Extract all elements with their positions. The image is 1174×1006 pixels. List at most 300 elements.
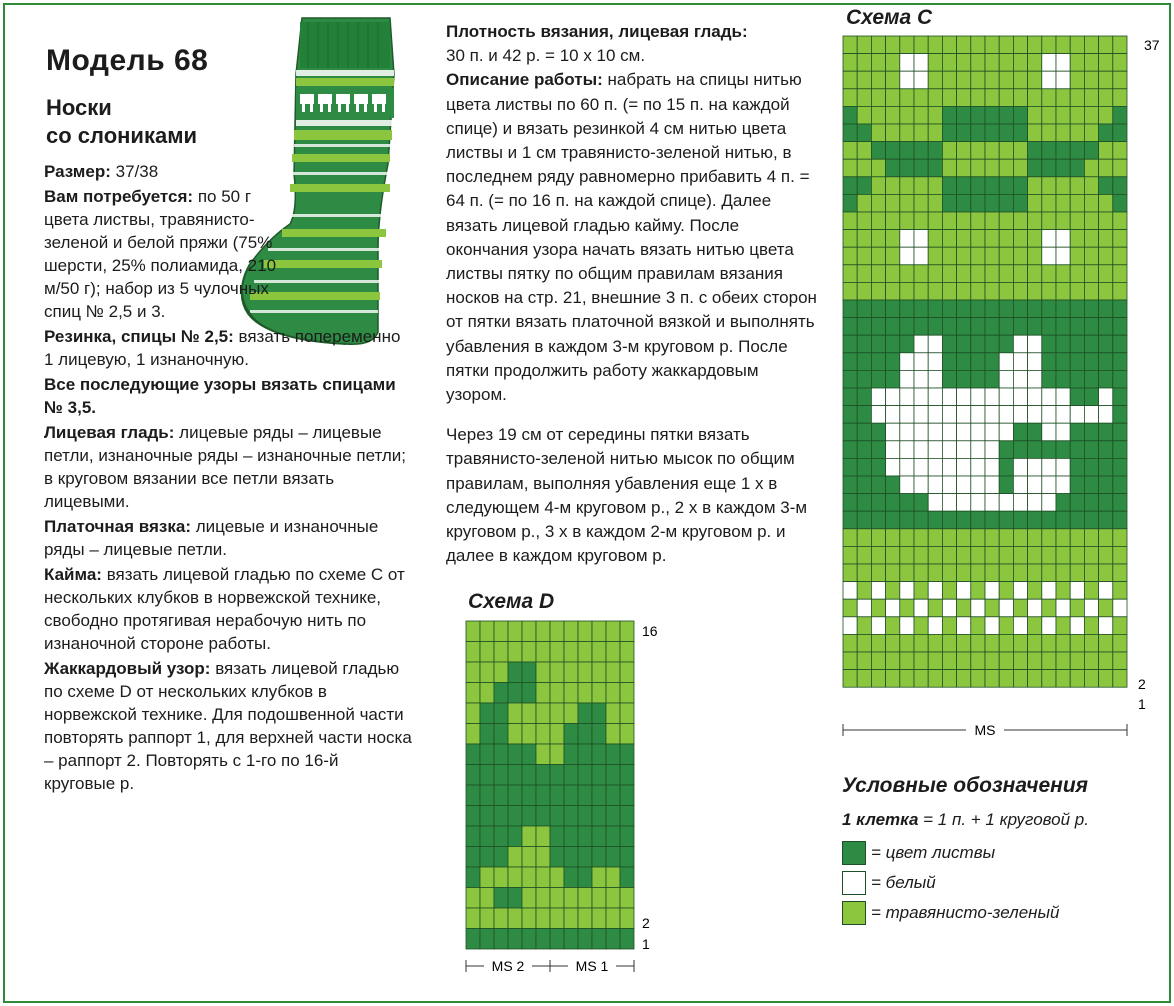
schema-d-cell <box>536 888 550 909</box>
schema-c-cell <box>999 353 1013 371</box>
legend-cell-label: 1 клетка <box>842 810 919 829</box>
schema-c-cell <box>985 335 999 353</box>
schema-c-cell <box>857 564 871 582</box>
schema-c-cell <box>914 247 928 265</box>
schema-d-cell <box>522 908 536 929</box>
schema-c-cell <box>900 230 914 248</box>
schema-d-cell <box>466 806 480 827</box>
schema-c-cell <box>914 54 928 72</box>
schema-c-cell <box>871 124 885 142</box>
schema-c-cell <box>843 194 857 212</box>
schema-d-cell <box>564 744 578 765</box>
schema-c-cell <box>1113 423 1127 441</box>
schema-c-cell <box>900 54 914 72</box>
schema-c-cell <box>1013 652 1027 670</box>
schema-c-cell <box>1070 458 1084 476</box>
schema-c-cell <box>928 159 942 177</box>
schema-c-cell <box>1056 212 1070 230</box>
schema-c-cell <box>1042 159 1056 177</box>
schema-c-cell <box>871 300 885 318</box>
schema-c-cell <box>942 54 956 72</box>
schema-d-cell <box>480 847 494 868</box>
schema-c-cell <box>957 106 971 124</box>
schema-c-cell <box>957 441 971 459</box>
schema-c-cell <box>999 582 1013 600</box>
schema-c-cell <box>914 159 928 177</box>
schema-c-cell <box>900 177 914 195</box>
schema-c-cell <box>942 582 956 600</box>
schema-c-row-2: 2 <box>1138 676 1146 692</box>
schema-d-cell <box>578 929 592 950</box>
subtitle-line-2: со слониками <box>46 123 198 148</box>
schema-d-cell <box>466 683 480 704</box>
schema-c-cell <box>1084 247 1098 265</box>
schema-c-cell <box>985 388 999 406</box>
schema-c-cell <box>1042 652 1056 670</box>
schema-c-cell <box>871 634 885 652</box>
schema-c-cell <box>957 124 971 142</box>
schema-c-cell <box>1113 230 1127 248</box>
schema-c-cell <box>985 212 999 230</box>
schema-c-cell <box>1056 318 1070 336</box>
schema-c-cell <box>886 423 900 441</box>
schema-d-cell <box>592 765 606 786</box>
schema-c-cell <box>1042 124 1056 142</box>
legend-dark-label: = цвет листвы <box>871 843 996 862</box>
schema-c-cell <box>886 634 900 652</box>
schema-d-cell <box>480 867 494 888</box>
schema-d-cell <box>494 642 508 663</box>
schema-d-cell <box>606 847 620 868</box>
border-text: вязать лицевой гладью по схеме С от нескольких клубков в норвежской технике, свободно протягивая нерабочую нить по изнаночной стороне работы. <box>44 565 405 653</box>
schema-d-cell <box>466 847 480 868</box>
schema-d-cell <box>606 724 620 745</box>
schema-c-cell <box>985 36 999 54</box>
schema-c-cell <box>1099 441 1113 459</box>
schema-c-cell <box>1056 124 1070 142</box>
schema-c-cell <box>957 617 971 635</box>
schema-c-cell <box>1028 370 1042 388</box>
schema-c-cell <box>1113 282 1127 300</box>
rib-paragraph <box>44 325 412 371</box>
schema-d-cell <box>494 806 508 827</box>
schema-d-cell <box>522 662 536 683</box>
schema-c-cell <box>1113 159 1127 177</box>
schema-d-cell <box>536 744 550 765</box>
schema-c-cell <box>1028 318 1042 336</box>
schema-c-cell <box>1113 71 1127 89</box>
schema-d-cell <box>536 765 550 786</box>
schema-c-cell <box>1113 582 1127 600</box>
schema-c-cell <box>843 476 857 494</box>
schema-c-cell <box>1056 159 1070 177</box>
schema-c-cell <box>857 634 871 652</box>
schema-c-cell <box>1084 353 1098 371</box>
schema-c-cell <box>1113 617 1127 635</box>
schema-c-cell <box>914 670 928 688</box>
schema-d-cell <box>522 621 536 642</box>
schema-d-cell <box>606 642 620 663</box>
schema-c-cell <box>1056 406 1070 424</box>
schema-c-cell <box>985 529 999 547</box>
schema-c-cell <box>843 142 857 160</box>
schema-c-cell <box>1013 617 1027 635</box>
schema-c-cell <box>999 265 1013 283</box>
schema-c-cell <box>1013 476 1027 494</box>
description-paragraph <box>446 68 818 407</box>
schema-c-cell <box>1042 406 1056 424</box>
schema-c-cell <box>942 177 956 195</box>
schema-c-cell <box>942 494 956 512</box>
schema-c-cell <box>1056 230 1070 248</box>
schema-d-cell <box>592 908 606 929</box>
schema-c-cell <box>971 511 985 529</box>
schema-c-cell <box>942 476 956 494</box>
schema-c-cell <box>886 36 900 54</box>
schema-c-cell <box>942 423 956 441</box>
schema-c-cell <box>857 458 871 476</box>
schema-c-cell <box>1113 388 1127 406</box>
schema-c-cell <box>1099 511 1113 529</box>
schema-d-cell <box>620 621 634 642</box>
schema-c-cell <box>1099 89 1113 107</box>
schema-c-cell <box>886 476 900 494</box>
schema-c-cell <box>900 265 914 283</box>
schema-d-cell <box>578 724 592 745</box>
schema-d-cell <box>592 642 606 663</box>
schema-c-cell <box>1028 511 1042 529</box>
schema-c-cell <box>928 54 942 72</box>
schema-c-cell <box>971 617 985 635</box>
schema-c-cell <box>900 335 914 353</box>
schema-c-cell <box>1113 652 1127 670</box>
gauge-text: 30 п. и 42 р. = 10 х 10 см. <box>446 46 646 66</box>
schema-c-cell <box>971 36 985 54</box>
schema-d-cell <box>550 744 564 765</box>
schema-c-cell <box>914 71 928 89</box>
schema-c-cell <box>1084 494 1098 512</box>
schema-c-grid <box>843 36 1127 687</box>
schema-d-cell <box>620 888 634 909</box>
schema-c-cell <box>886 282 900 300</box>
schema-c-cell <box>957 230 971 248</box>
schema-c-cell <box>843 546 857 564</box>
schema-c-cell <box>1070 300 1084 318</box>
schema-c-cell <box>900 142 914 160</box>
schema-c-cell <box>871 652 885 670</box>
schema-d-cell <box>592 847 606 868</box>
schema-d-cell <box>550 621 564 642</box>
schema-c-cell <box>1070 230 1084 248</box>
schema-c-cell <box>985 476 999 494</box>
garter-text: лицевые и изнаночные ряды – лицевые петли. <box>44 517 379 559</box>
schema-c-cell <box>843 247 857 265</box>
schema-c-cell <box>900 282 914 300</box>
schema-c-cell <box>1070 670 1084 688</box>
schema-c-cell <box>971 230 985 248</box>
schema-c-cell <box>999 318 1013 336</box>
schema-c-cell <box>999 476 1013 494</box>
schema-c-cell <box>843 124 857 142</box>
schema-c-cell <box>1042 318 1056 336</box>
schema-c-cell <box>857 406 871 424</box>
gauge-paragraph <box>446 20 818 68</box>
schema-c-cell <box>857 230 871 248</box>
schema-c-cell <box>1113 546 1127 564</box>
schema-d-cell <box>578 806 592 827</box>
schema-c-cell <box>957 476 971 494</box>
schema-c-cell <box>999 458 1013 476</box>
stockinette-paragraph <box>44 421 412 513</box>
schema-c-cell <box>1113 406 1127 424</box>
schema-c-cell <box>1113 300 1127 318</box>
schema-c-cell <box>942 634 956 652</box>
schema-c-cell <box>957 318 971 336</box>
schema-c-cell <box>857 353 871 371</box>
schema-c-cell <box>1056 89 1070 107</box>
schema-c-cell <box>843 599 857 617</box>
schema-c-cell <box>928 106 942 124</box>
legend-cell-row <box>842 810 1089 830</box>
schema-c-cell <box>999 634 1013 652</box>
schema-c-cell <box>1084 300 1098 318</box>
schema-c-cell <box>914 265 928 283</box>
schema-c-cell <box>1013 300 1027 318</box>
schema-d-cell <box>466 744 480 765</box>
schema-c-cell <box>1099 423 1113 441</box>
schema-d-cell <box>606 662 620 683</box>
schema-c-cell <box>1028 71 1042 89</box>
schema-c-cell <box>985 89 999 107</box>
schema-c-cell <box>1084 282 1098 300</box>
schema-c-cell <box>971 388 985 406</box>
schema-c-cell <box>843 617 857 635</box>
schema-c-cell <box>871 564 885 582</box>
schema-c-cell <box>886 54 900 72</box>
schema-c-cell <box>886 230 900 248</box>
schema-d-row-1: 1 <box>642 936 650 952</box>
schema-c-cell <box>1099 177 1113 195</box>
schema-c-cell <box>1042 106 1056 124</box>
schema-c-cell <box>871 476 885 494</box>
schema-c-cell <box>1042 388 1056 406</box>
schema-c-cell <box>1028 265 1042 283</box>
schema-c-cell <box>857 582 871 600</box>
schema-c-cell <box>857 388 871 406</box>
schema-c-cell <box>1056 582 1070 600</box>
schema-c-cell <box>928 89 942 107</box>
schema-c-cell <box>871 458 885 476</box>
schema-c-cell <box>942 124 956 142</box>
schema-c-cell <box>1070 89 1084 107</box>
schema-c-cell <box>957 370 971 388</box>
schema-c-cell <box>1042 546 1056 564</box>
materials-text: по 50 г цвета листвы, травянисто-зеленой и белой пряжи (75% шерсти, 25% полиамида, 210 м/50 г); набор из 5 чулочных спиц № 2,5 и 3. <box>44 187 277 321</box>
schema-c-cell <box>928 318 942 336</box>
schema-d-cell <box>508 929 522 950</box>
legend-white-row <box>842 871 936 895</box>
schema-c-cell <box>957 300 971 318</box>
schema-c-cell <box>957 282 971 300</box>
schema-c-cell <box>1042 494 1056 512</box>
schema-c-cell <box>1084 370 1098 388</box>
schema-c-cell <box>1028 106 1042 124</box>
schema-c-cell <box>985 124 999 142</box>
schema-c-ms-label: MS <box>974 722 996 738</box>
schema-c-cell <box>1042 617 1056 635</box>
schema-c-cell <box>928 494 942 512</box>
schema-c-cell <box>1056 494 1070 512</box>
schema-c-cell <box>886 582 900 600</box>
schema-c-cell <box>999 370 1013 388</box>
schema-c-cell <box>914 652 928 670</box>
schema-c-cell <box>886 529 900 547</box>
schema-d-title: Схема D <box>468 590 555 613</box>
schema-c-cell <box>957 194 971 212</box>
schema-c-cell <box>871 353 885 371</box>
schema-d-grid <box>466 621 634 949</box>
schema-c-cell <box>886 494 900 512</box>
schema-d-cell <box>480 765 494 786</box>
schema-d-cell <box>494 683 508 704</box>
schema-c-cell <box>942 212 956 230</box>
schema-c-cell <box>1013 54 1027 72</box>
schema-c-cell <box>1070 36 1084 54</box>
schema-c-cell <box>871 388 885 406</box>
schema-c-cell <box>957 634 971 652</box>
schema-c-cell <box>1028 177 1042 195</box>
schema-d-cell <box>592 703 606 724</box>
schema-c-cell <box>1070 212 1084 230</box>
schema-c-cell <box>1042 71 1056 89</box>
schema-d-cell <box>578 621 592 642</box>
schema-c-cell <box>928 142 942 160</box>
schema-c-cell <box>1099 406 1113 424</box>
schema-c-cell <box>985 71 999 89</box>
schema-c-cell <box>928 670 942 688</box>
schema-c-cell <box>914 582 928 600</box>
schema-c-cell <box>1042 335 1056 353</box>
schema-c-cell <box>985 230 999 248</box>
stockinette-label: Лицевая гладь: <box>44 423 175 442</box>
schema-c-cell <box>1070 546 1084 564</box>
schema-c-cell <box>985 353 999 371</box>
schema-c-cell <box>1084 546 1098 564</box>
schema-c-cell <box>1099 370 1113 388</box>
schema-c-cell <box>1028 634 1042 652</box>
schema-d-cell <box>522 867 536 888</box>
schema-c-cell <box>871 194 885 212</box>
schema-c-cell <box>985 546 999 564</box>
schema-c-cell <box>1056 247 1070 265</box>
schema-c-cell <box>1042 54 1056 72</box>
schema-c-cell <box>1028 617 1042 635</box>
model-subtitle <box>46 94 197 150</box>
schema-c-cell <box>1084 54 1098 72</box>
schema-d-cell <box>466 662 480 683</box>
schema-d-cell <box>494 847 508 868</box>
schema-c-cell <box>942 370 956 388</box>
schema-d-cell <box>606 744 620 765</box>
schema-d-cell <box>606 908 620 929</box>
schema-c-cell <box>1056 670 1070 688</box>
schema-c-cell <box>1056 265 1070 283</box>
schema-c-cell <box>928 194 942 212</box>
schema-c-cell <box>1013 353 1027 371</box>
schema-c-cell <box>971 194 985 212</box>
garter-label: Платочная вязка: <box>44 517 191 536</box>
schema-d-cell <box>522 847 536 868</box>
schema-d-cell <box>508 867 522 888</box>
schema-c-cell <box>900 318 914 336</box>
schema-c-cell <box>1099 529 1113 547</box>
schema-c-cell <box>971 212 985 230</box>
schema-c-cell <box>900 71 914 89</box>
schema-c-cell <box>886 546 900 564</box>
schema-c-cell <box>985 441 999 459</box>
schema-c-cell <box>843 388 857 406</box>
schema-c-cell <box>886 406 900 424</box>
schema-c-cell <box>914 458 928 476</box>
schema-c-cell <box>1042 142 1056 160</box>
schema-c-cell <box>914 177 928 195</box>
schema-c-cell <box>857 670 871 688</box>
schema-c-cell <box>971 54 985 72</box>
schema-c-cell <box>942 282 956 300</box>
schema-c-cell <box>942 353 956 371</box>
schema-d-cell <box>606 785 620 806</box>
schema-c-cell <box>985 194 999 212</box>
schema-c-cell <box>857 476 871 494</box>
schema-c-cell <box>914 194 928 212</box>
schema-d-cell <box>536 642 550 663</box>
schema-c-cell <box>999 406 1013 424</box>
schema-c-cell <box>999 599 1013 617</box>
schema-c-cell <box>957 36 971 54</box>
schema-c-cell <box>1013 230 1027 248</box>
schema-c-cell <box>843 670 857 688</box>
schema-c-cell <box>1099 300 1113 318</box>
schema-c-cell <box>1056 441 1070 459</box>
schema-c-cell <box>1056 177 1070 195</box>
schema-c-cell <box>1084 159 1098 177</box>
schema-c-cell <box>1013 670 1027 688</box>
schema-c-cell <box>843 230 857 248</box>
schema-d-cell <box>550 724 564 745</box>
schema-c-cell <box>900 617 914 635</box>
schema-d-cell <box>620 826 634 847</box>
schema-c-cell <box>971 300 985 318</box>
schema-c-cell <box>900 529 914 547</box>
schema-c-cell <box>1042 230 1056 248</box>
schema-d-cell <box>606 621 620 642</box>
schema-c-cell <box>1070 353 1084 371</box>
schema-d-cell <box>606 929 620 950</box>
schema-c-cell <box>843 177 857 195</box>
schema-d-cell <box>536 785 550 806</box>
schema-c-cell <box>928 564 942 582</box>
schema-c-cell <box>1013 106 1027 124</box>
schema-c-cell <box>999 194 1013 212</box>
schema-c-cell <box>900 511 914 529</box>
schema-c-cell <box>999 300 1013 318</box>
schema-c-cell <box>928 476 942 494</box>
schema-c-cell <box>914 564 928 582</box>
schema-d-cell <box>620 683 634 704</box>
schema-c-cell <box>1099 36 1113 54</box>
rib-label: Резинка, спицы № 2,5: <box>44 327 234 346</box>
schema-c-cell <box>928 423 942 441</box>
